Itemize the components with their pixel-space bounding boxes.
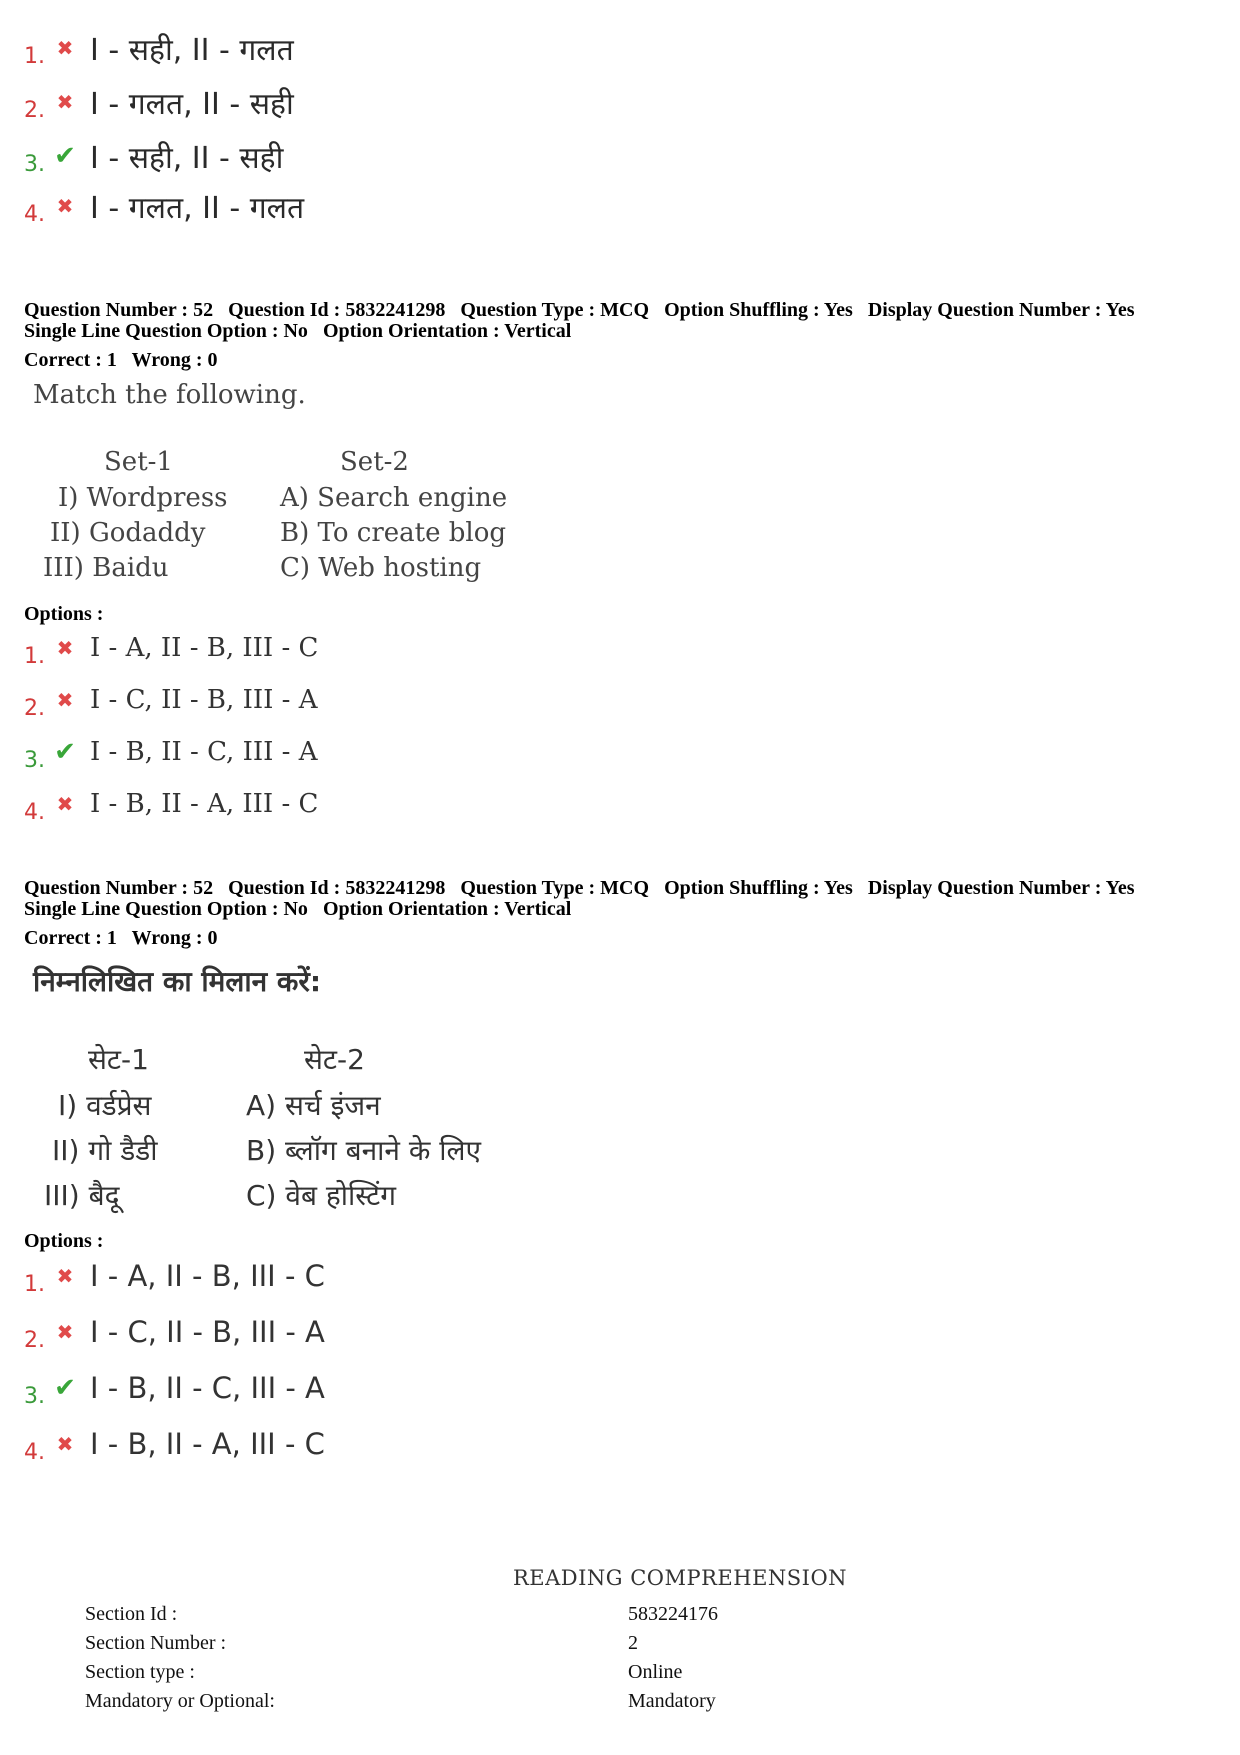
question-meta [24, 899, 581, 920]
option-row [24, 26, 294, 70]
question-id: Question Id : 5832241298 [228, 877, 446, 899]
option-number: 3. [24, 1383, 45, 1409]
question-title: निम्नलिखित का मिलान करें: [33, 965, 322, 998]
option-number: 1. [24, 1271, 45, 1297]
display-question-number: Display Question Number : Yes [867, 299, 1135, 321]
set2-item: B) ब्लॉग बनाने के लिए [246, 1134, 481, 1167]
cross-icon: ✖ [56, 1432, 74, 1456]
option-shuffling: Option Shuffling : Yes [664, 877, 853, 899]
cross-icon: ✖ [56, 194, 74, 218]
set1-header: सेट-1 [88, 1043, 149, 1076]
set2-item: B) To create blog [280, 518, 506, 548]
cross-icon: ✖ [56, 1320, 74, 1344]
correct-marks: Correct : 1 [24, 927, 117, 949]
set2-item: C) Web hosting [280, 553, 482, 583]
question-number: Question Number : 52 [24, 299, 214, 321]
option-row [24, 678, 317, 722]
set1-item: I) Wordpress [58, 483, 228, 513]
option-text: I - C, II - B, III - A [90, 1315, 325, 1349]
option-orientation: Option Orientation : Vertical [322, 898, 572, 920]
check-icon: ✔ [54, 1373, 76, 1403]
option-row [24, 1310, 325, 1354]
cross-icon: ✖ [56, 688, 74, 712]
cross-icon: ✖ [56, 636, 74, 660]
question-type: Question Type : MCQ [460, 877, 650, 899]
option-number: 3. [24, 151, 45, 177]
options-label: Options : [24, 1230, 104, 1252]
set2-item: C) वेब होस्टिंग [246, 1179, 396, 1212]
question-meta [24, 928, 228, 949]
set1-item: II) गो डैडी [52, 1134, 158, 1167]
option-row [24, 1254, 325, 1298]
cross-icon: ✖ [56, 36, 74, 60]
option-shuffling: Option Shuffling : Yes [664, 299, 853, 321]
section-label: Mandatory or Optional: [85, 1690, 275, 1712]
check-icon: ✔ [54, 141, 76, 171]
option-number: 1. [24, 643, 45, 669]
section-value: 583224176 [628, 1603, 718, 1625]
cross-icon: ✖ [56, 90, 74, 114]
question-id: Question Id : 5832241298 [228, 299, 446, 321]
wrong-marks: Wrong : 0 [131, 349, 218, 371]
option-text: I - B, II - A, III - C [90, 789, 319, 819]
option-number: 4. [24, 201, 45, 227]
option-orientation: Option Orientation : Vertical [322, 320, 572, 342]
question-meta [24, 878, 1145, 899]
option-number: 4. [24, 799, 45, 825]
section-label: Section type : [85, 1661, 195, 1683]
option-number: 4. [24, 1439, 45, 1465]
option-text: I - A, II - B, III - C [90, 1259, 325, 1293]
option-row [24, 730, 317, 774]
set2-item: A) Search engine [280, 483, 508, 513]
section-title: READING COMPREHENSION [512, 1566, 848, 1590]
set1-item: II) Godaddy [50, 518, 206, 548]
option-row [24, 782, 318, 826]
option-row [24, 1422, 325, 1466]
correct-marks: Correct : 1 [24, 349, 117, 371]
section-value: Online [628, 1661, 683, 1683]
option-text: I - A, II - B, III - C [90, 633, 319, 663]
option-text: I - गलत, II - सही [90, 86, 294, 122]
wrong-marks: Wrong : 0 [131, 927, 218, 949]
option-number: 1. [24, 43, 45, 69]
single-line-option: Single Line Question Option : No [24, 898, 308, 920]
section-value: 2 [628, 1632, 638, 1654]
display-question-number: Display Question Number : Yes [867, 877, 1135, 899]
option-text: I - B, II - C, III - A [90, 1371, 325, 1405]
option-text: I - सही, II - सही [90, 140, 284, 176]
option-number: 2. [24, 1327, 45, 1353]
option-text: I - गलत, II - गलत [90, 190, 305, 226]
set2-item: A) सर्च इंजन [246, 1089, 381, 1122]
single-line-option: Single Line Question Option : No [24, 320, 308, 342]
option-row [24, 1366, 325, 1410]
question-meta [24, 321, 581, 342]
cross-icon: ✖ [56, 1264, 74, 1288]
option-row [24, 184, 304, 228]
set2-header: सेट-2 [304, 1043, 365, 1076]
question-type: Question Type : MCQ [460, 299, 650, 321]
section-label: Section Id : [85, 1603, 178, 1625]
set1-item: III) बैदू [44, 1179, 120, 1212]
option-number: 3. [24, 747, 45, 773]
option-number: 2. [24, 97, 45, 123]
options-label: Options : [24, 603, 104, 625]
option-text: I - सही, II - गलत [90, 32, 294, 68]
cross-icon: ✖ [56, 792, 74, 816]
question-meta [24, 350, 228, 371]
question-title: Match the following. [33, 380, 306, 410]
check-icon: ✔ [54, 737, 76, 767]
question-meta [24, 300, 1145, 321]
option-text: I - B, II - A, III - C [90, 1427, 325, 1461]
set1-header: Set-1 [104, 447, 173, 477]
section-value: Mandatory [628, 1690, 716, 1712]
question-number: Question Number : 52 [24, 877, 214, 899]
set1-item: I) वर्डप्रेस [58, 1089, 152, 1122]
option-text: I - C, II - B, III - A [90, 685, 318, 715]
section-label: Section Number : [85, 1632, 227, 1654]
option-row [24, 626, 318, 670]
option-row [24, 134, 283, 178]
set1-item: III) Baidu [43, 553, 169, 583]
option-text: I - B, II - C, III - A [90, 737, 318, 767]
set2-header: Set-2 [340, 447, 409, 477]
option-number: 2. [24, 695, 45, 721]
option-row [24, 80, 294, 124]
